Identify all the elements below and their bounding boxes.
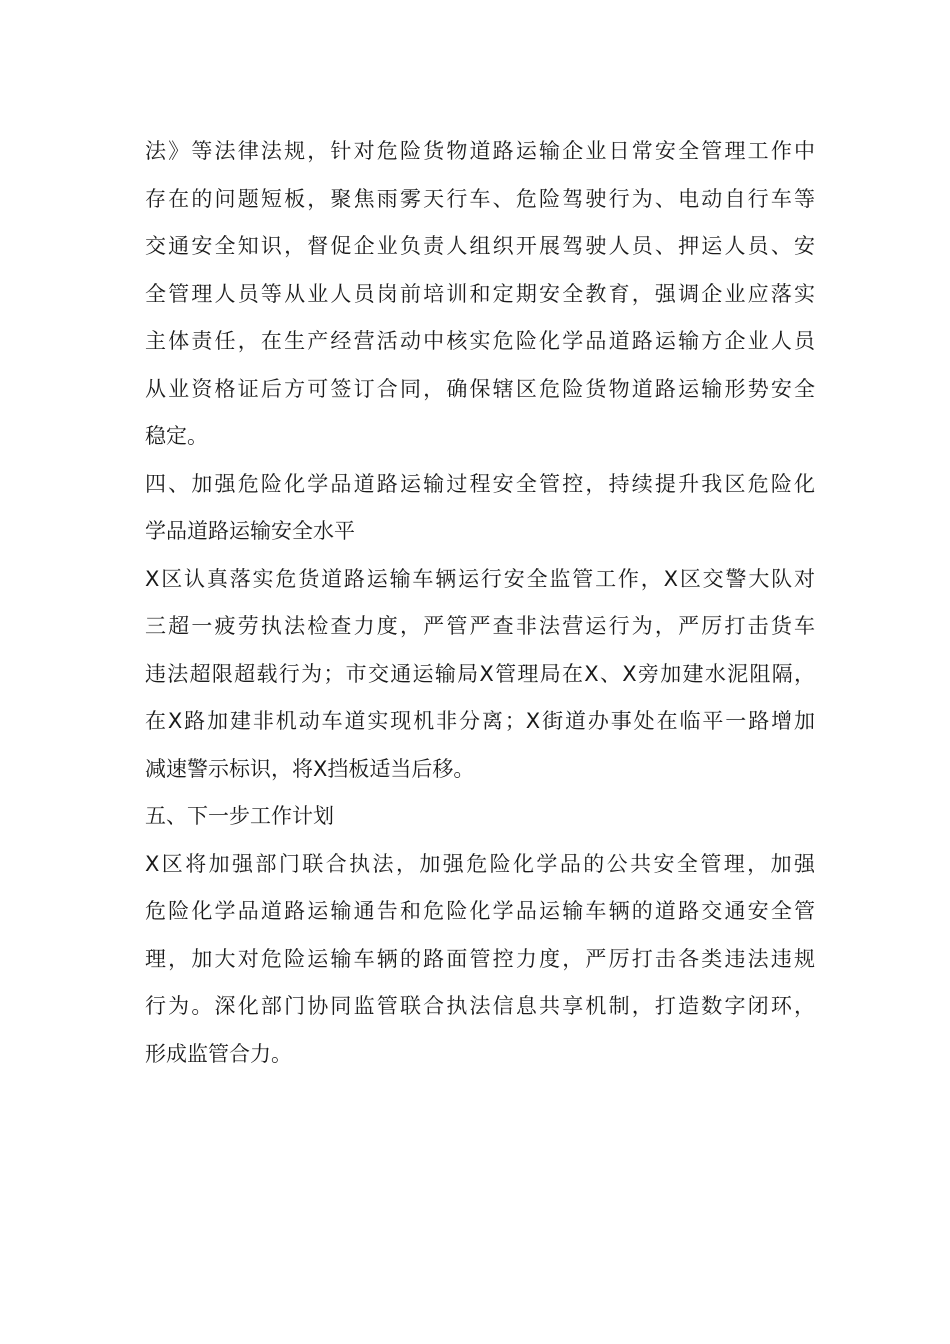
section-heading-5 [145, 793, 815, 841]
heading-line: 四、加强危险化学品道路运输过程安全管控，持续提升我区危险化 [145, 471, 815, 496]
document-body [145, 128, 815, 1078]
text-line: 减速警示标识，将X挡板适当后移。 [145, 756, 475, 781]
text-line: 全管理人员等从业人员岗前培训和定期安全教育，强调企业应落实 [145, 281, 815, 306]
text-line: 稳定。 [145, 424, 208, 448]
text-line: X区认真落实危货道路运输车辆运行安全监管工作，X区交警大队对 [145, 566, 815, 591]
text-line: 危险化学品道路运输通告和危险化学品运输车辆的道路交通安全管 [145, 899, 815, 923]
heading-line: 五、下一步工作计划 [145, 804, 334, 828]
text-line: 法》等法律法规，针对危险货物道路运输企业日常安全管理工作中 [145, 139, 815, 163]
text-line: 交通安全知识，督促企业负责人组织开展驾驶人员、押运人员、安 [145, 234, 815, 258]
text-line: 违法超限超载行为；市交通运输局X管理局在X、X旁加建水泥阻隔， [145, 661, 815, 686]
heading-line: 学品道路运输安全水平 [145, 519, 355, 543]
paragraph-safety-training [145, 128, 815, 461]
text-line: 从业资格证后方可签订合同，确保辖区危险货物道路运输形势安全 [145, 376, 815, 401]
text-line: 形成监管合力。 [145, 1041, 292, 1066]
text-line: 理，加大对危险运输车辆的路面管控力度，严厉打击各类违法违规 [145, 946, 815, 971]
text-line: 在X路加建非机动车道实现机非分离；X街道办事处在临平一路增加 [145, 709, 815, 733]
paragraph-transport-control [145, 556, 815, 794]
text-line: 存在的问题短板，聚焦雨雾天行车、危险驾驶行为、电动自行车等 [145, 186, 815, 211]
paragraph-next-steps [145, 841, 815, 1079]
text-line: 三超一疲劳执法检查力度，严管严查非法营运行为，严厉打击货车 [145, 614, 815, 638]
text-line: X区将加强部门联合执法，加强危险化学品的公共安全管理，加强 [145, 851, 815, 876]
text-line: 主体责任，在生产经营活动中核实危险化学品道路运输方企业人员 [145, 329, 815, 353]
text-line: 行为。深化部门协同监管联合执法信息共享机制，打造数字闭环， [145, 994, 815, 1018]
section-heading-4 [145, 461, 815, 556]
